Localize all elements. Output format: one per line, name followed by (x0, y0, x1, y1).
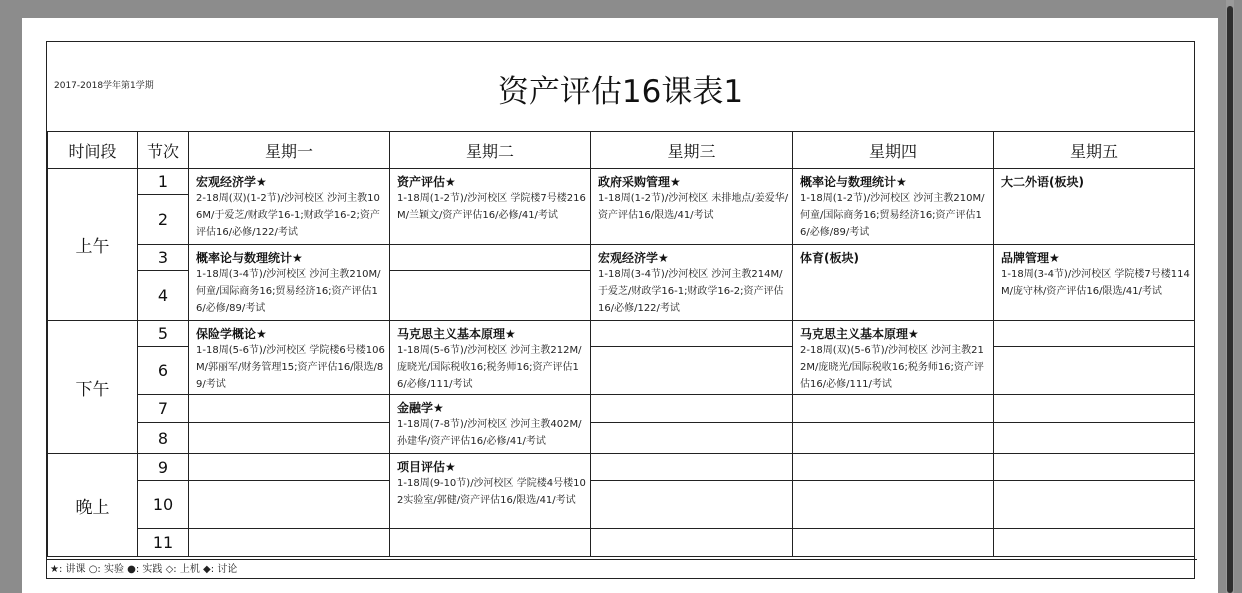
course-cell-thu-5-6[interactable] (793, 321, 994, 395)
course-name: 资产评估★ (397, 175, 456, 189)
section-number: 1 (138, 169, 189, 195)
course-detail: 2-18周(双)(1-2节)/沙河校区 沙河主教106M/于爱芝/财政学16-1;财政学16-2;资产评估16/必修/122/考试 (196, 193, 380, 238)
course-name: 品牌管理★ (1001, 251, 1060, 265)
empty-cell[interactable] (793, 454, 994, 481)
course-detail: 1-18周(9-10节)/沙河校区 学院楼4号楼102实验室/郭健/资产评估16/限选/41/考试 (397, 478, 586, 506)
course-cell-tue-9-10[interactable] (390, 454, 591, 529)
section-number: 8 (138, 423, 189, 454)
table-row (48, 481, 1195, 529)
course-name: 大二外语(板块) (1001, 175, 1084, 189)
course-detail: 1-18周(3-4节)/沙河校区 沙河主教210M/何童/国际商务16;贸易经济16;资产评估16/必修/89/考试 (196, 269, 381, 314)
course-cell-fri-3-4[interactable] (994, 245, 1195, 321)
timetable-sheet (46, 41, 1195, 579)
term-label: 2017-2018学年第1学期 (54, 81, 154, 91)
empty-cell[interactable] (189, 481, 390, 529)
col-header-mon: 星期一 (189, 132, 390, 169)
header-row (48, 132, 1195, 169)
period-morning: 上午 (48, 169, 138, 321)
empty-cell[interactable] (390, 271, 591, 321)
course-name: 政府采购管理★ (598, 175, 681, 189)
empty-cell[interactable] (189, 395, 390, 423)
course-detail: 1-18周(5-6节)/沙河校区 沙河主教212M/庞晓光/国际税收16;税务师16;资产评估16/必修/111/考试 (397, 345, 582, 390)
course-cell-thu-1-2[interactable] (793, 169, 994, 245)
empty-cell[interactable] (591, 347, 793, 395)
course-name: 马克思主义基本原理★ (397, 327, 516, 341)
period-evening: 晚上 (48, 454, 138, 557)
page-title: 资产评估16课表1 (497, 74, 744, 110)
table-row (48, 454, 1195, 481)
empty-cell[interactable] (189, 529, 390, 557)
course-detail: 1-18周(5-6节)/沙河校区 学院楼6号楼106M/郭丽军/财务管理15;资产评估16/限选/89/考试 (196, 345, 385, 390)
course-name: 宏观经济学★ (196, 175, 267, 189)
course-cell-tue-5-6[interactable] (390, 321, 591, 395)
empty-cell[interactable] (793, 529, 994, 557)
table-row (48, 395, 1195, 423)
empty-cell[interactable] (591, 481, 793, 529)
period-afternoon: 下午 (48, 321, 138, 454)
empty-cell[interactable] (189, 423, 390, 454)
col-header-fri: 星期五 (994, 132, 1195, 169)
course-cell-tue-7-8[interactable] (390, 395, 591, 454)
section-number: 10 (138, 481, 189, 529)
course-name: 马克思主义基本原理★ (800, 327, 919, 341)
course-cell-fri-1-2[interactable] (994, 169, 1195, 245)
course-name: 概率论与数理统计★ (800, 175, 907, 189)
section-number: 4 (138, 271, 189, 321)
col-header-tue: 星期二 (390, 132, 591, 169)
empty-cell[interactable] (793, 423, 994, 454)
empty-cell[interactable] (793, 395, 994, 423)
table-row (48, 321, 1195, 347)
course-detail: 1-18周(1-2节)/沙河校区 未排地点/姜爱华/资产评估16/限选/41/考试 (598, 193, 789, 221)
empty-cell[interactable] (591, 529, 793, 557)
section-number: 11 (138, 529, 189, 557)
course-detail: 1-18周(1-2节)/沙河校区 沙河主教210M/何童/国际商务16;贸易经济16;资产评估16/必修/89/考试 (800, 193, 985, 238)
section-number: 3 (138, 245, 189, 271)
course-cell-mon-1-2[interactable] (189, 169, 390, 245)
empty-cell[interactable] (994, 395, 1195, 423)
empty-cell[interactable] (591, 395, 793, 423)
section-number: 5 (138, 321, 189, 347)
course-cell-mon-5-6[interactable] (189, 321, 390, 395)
empty-cell[interactable] (189, 454, 390, 481)
course-cell-wed-1-2[interactable] (591, 169, 793, 245)
empty-cell[interactable] (793, 481, 994, 529)
course-name: 保险学概论★ (196, 327, 267, 341)
table-row (48, 423, 1195, 454)
course-cell-wed-3-4[interactable] (591, 245, 793, 321)
legend-footer: ★: 讲课 ○: 实验 ●: 实践 ◇: 上机 ◆: 讨论 (47, 559, 1197, 579)
sheet-header (47, 42, 1194, 132)
col-header-wed: 星期三 (591, 132, 793, 169)
course-cell-tue-1-2[interactable] (390, 169, 591, 245)
empty-cell[interactable] (994, 454, 1195, 481)
course-cell-thu-3-4[interactable] (793, 245, 994, 321)
empty-cell[interactable] (994, 321, 1195, 347)
scrollbar-thumb[interactable] (1227, 6, 1233, 593)
section-number: 9 (138, 454, 189, 481)
course-name: 宏观经济学★ (598, 251, 669, 265)
table-row (48, 529, 1195, 557)
course-cell-mon-3-4[interactable] (189, 245, 390, 321)
table-row (48, 169, 1195, 195)
course-detail: 2-18周(双)(5-6节)/沙河校区 沙河主教212M/庞晓光/国际税收16;税务师16;资产评估16/必修/111/考试 (800, 345, 984, 390)
col-header-period: 时间段 (48, 132, 138, 169)
course-name: 项目评估★ (397, 460, 456, 474)
course-detail: 1-18周(1-2节)/沙河校区 学院楼7号楼216M/兰颖文/资产评估16/必修/41/考试 (397, 193, 586, 221)
table-row (48, 245, 1195, 271)
section-number: 7 (138, 395, 189, 423)
course-detail: 1-18周(3-4节)/沙河校区 沙河主教214M/于爱芝/财政学16-1;财政学16-2;资产评估16/必修/122/考试 (598, 269, 784, 314)
course-detail: 1-18周(7-8节)/沙河校区 沙河主教402M/孙建华/资产评估16/必修/41/考试 (397, 419, 582, 447)
empty-cell[interactable] (390, 529, 591, 557)
course-name: 体育(板块) (800, 251, 859, 265)
empty-cell[interactable] (591, 321, 793, 347)
section-number: 6 (138, 347, 189, 395)
empty-cell[interactable] (994, 529, 1195, 557)
col-header-section: 节次 (138, 132, 189, 169)
empty-cell[interactable] (994, 423, 1195, 454)
course-detail: 1-18周(3-4节)/沙河校区 学院楼7号楼114M/庞守林/资产评估16/限选/41/考试 (1001, 269, 1190, 297)
timetable (47, 131, 1195, 557)
course-name: 金融学★ (397, 401, 444, 415)
course-name: 概率论与数理统计★ (196, 251, 303, 265)
empty-cell[interactable] (390, 245, 591, 271)
empty-cell[interactable] (591, 423, 793, 454)
empty-cell[interactable] (994, 347, 1195, 395)
empty-cell[interactable] (994, 481, 1195, 529)
section-number: 2 (138, 195, 189, 245)
col-header-thu: 星期四 (793, 132, 994, 169)
empty-cell[interactable] (591, 454, 793, 481)
